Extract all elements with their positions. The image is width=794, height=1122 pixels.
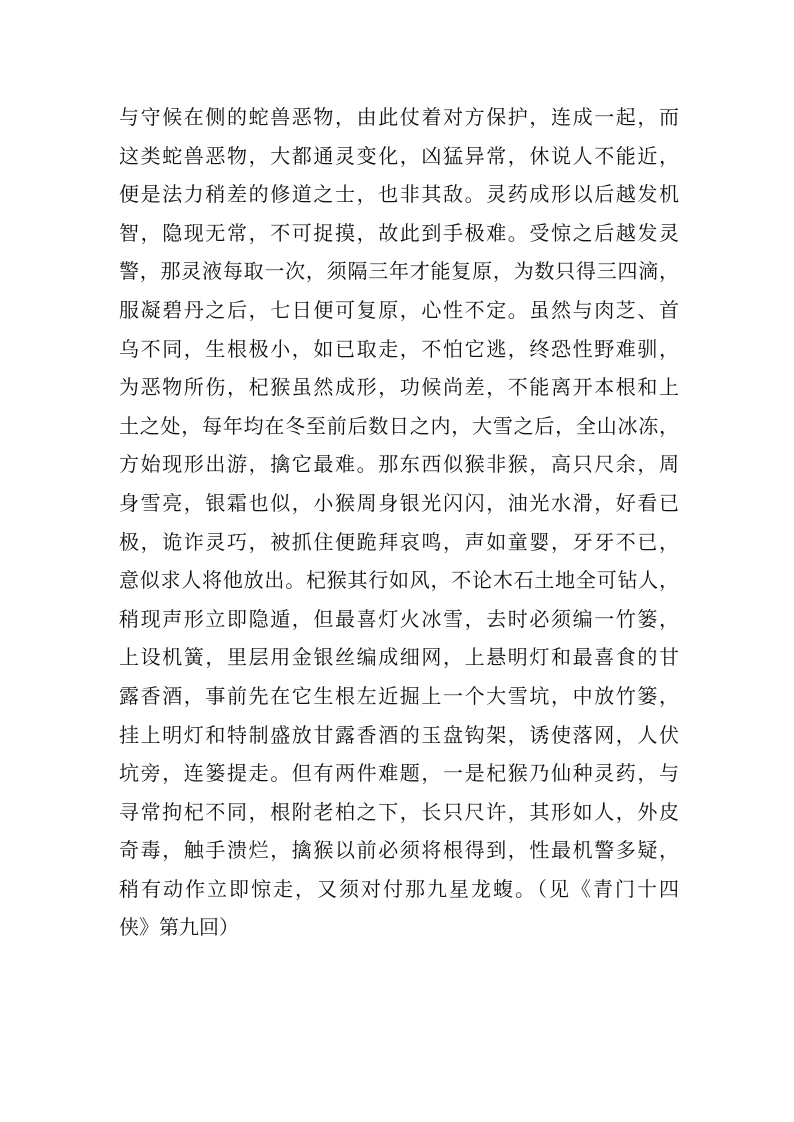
text-line-4: 智，隐现无常，不可捉摸，故此到手极难。受惊之后越发灵 <box>119 220 679 245</box>
text-line-12: 极，诡诈灵巧，被抓住便跪拜哀鸣，声如童婴，牙牙不已， <box>119 529 679 554</box>
text-line-10: 方始现形出游，擒它最难。那东西似猴非猴，高只尺余，周 <box>119 452 679 477</box>
text-line-14: 稍现声形立即隐遁，但最喜灯火冰雪，去时必须编一竹篓， <box>119 606 679 631</box>
text-line-5: 警，那灵液每取一次，须隔三年才能复原，为数只得三四滴， <box>119 259 679 284</box>
text-line-9: 土之处，每年均在冬至前后数日之内，大雪之后，全山冰冻， <box>119 413 679 438</box>
text-line-21: 稍有动作立即惊走，又须对付那九星龙蝮。（见《青门十四 <box>119 876 679 901</box>
text-line-7: 乌不同，生根极小，如已取走，不怕它逃，终恐性野难驯， <box>119 336 679 361</box>
text-line-17: 挂上明灯和特制盛放甘露香酒的玉盘钩架，诱使落网，人伏 <box>119 722 679 747</box>
text-line-2: 这类蛇兽恶物，大都通灵变化，凶猛异常，休说人不能近， <box>119 143 679 168</box>
text-line-18: 坑旁，连篓提走。但有两件难题，一是杞猴乃仙种灵药，与 <box>119 761 679 786</box>
text-line-6: 服凝碧丹之后，七日便可复原，心性不定。虽然与肉芝、首 <box>119 297 679 322</box>
text-line-16: 露香酒，事前先在它生根左近掘上一个大雪坑，中放竹篓， <box>119 683 679 708</box>
text-line-8: 为恶物所伤，杞猴虽然成形，功候尚差，不能离开本根和上 <box>119 375 679 400</box>
text-line-22: 侠》第九回） <box>119 915 239 940</box>
text-line-11: 身雪亮，银霜也似，小猴周身银光闪闪，油光水滑，好看已 <box>119 490 679 515</box>
body-text <box>119 98 679 947</box>
text-line-3: 便是法力稍差的修道之士，也非其敌。灵药成形以后越发机 <box>119 182 679 207</box>
text-line-20: 奇毒，触手溃烂，擒猴以前必须将根得到，性最机警多疑， <box>119 838 679 863</box>
text-line-13: 意似求人将他放出。杞猴其行如风，不论木石土地全可钻人， <box>119 568 679 593</box>
text-line-15: 上设机簧，里层用金银丝编成细网，上悬明灯和最喜食的甘 <box>119 645 679 670</box>
text-line-19: 寻常拘杞不同，根附老柏之下，长只尺许，其形如人，外皮 <box>119 799 679 824</box>
text-line-1: 与守候在侧的蛇兽恶物，由此仗着对方保护，连成一起，而 <box>119 105 679 129</box>
